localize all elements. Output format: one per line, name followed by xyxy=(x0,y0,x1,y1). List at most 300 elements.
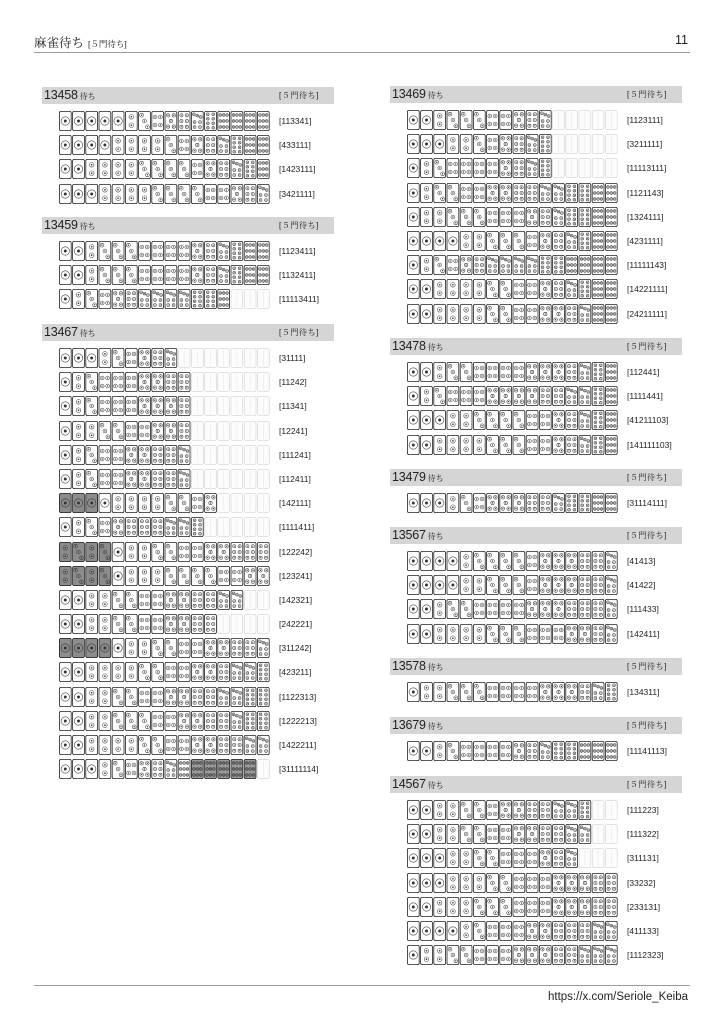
tile xyxy=(526,304,538,323)
tile xyxy=(447,800,459,819)
hand-row xyxy=(42,371,334,395)
tile xyxy=(473,600,485,619)
tile xyxy=(566,576,578,595)
tile xyxy=(579,741,591,760)
tile xyxy=(421,110,433,129)
tile-outline xyxy=(605,135,617,154)
tile xyxy=(407,207,419,226)
tile xyxy=(421,551,433,570)
tile xyxy=(139,111,151,130)
tile xyxy=(526,207,538,226)
tile xyxy=(178,711,190,730)
tile xyxy=(579,183,591,202)
tile xyxy=(73,542,85,561)
tile xyxy=(460,135,472,154)
tile xyxy=(112,735,124,754)
tile xyxy=(99,518,111,537)
tile xyxy=(434,873,446,892)
tile xyxy=(460,280,472,299)
tile-outline xyxy=(191,348,203,367)
hand-code: [1112323] xyxy=(627,950,664,961)
tile xyxy=(112,614,124,633)
tile xyxy=(407,362,419,381)
tile xyxy=(526,600,538,619)
tile xyxy=(421,304,433,323)
tile xyxy=(473,849,485,868)
tile xyxy=(592,207,604,226)
tile xyxy=(152,735,164,754)
wait-section xyxy=(42,217,334,313)
tile xyxy=(460,231,472,250)
tile xyxy=(73,421,85,440)
tile xyxy=(553,435,565,454)
tile-outline xyxy=(244,494,256,513)
tile xyxy=(99,639,111,658)
tile xyxy=(500,231,512,250)
tile xyxy=(125,566,137,585)
tile xyxy=(99,184,111,203)
tile xyxy=(460,624,472,643)
tile xyxy=(191,542,203,561)
section-wait-label: [５門待ち] xyxy=(627,531,668,540)
tile xyxy=(73,266,85,285)
tile xyxy=(152,373,164,392)
tile xyxy=(539,207,551,226)
tile xyxy=(407,600,419,619)
tile xyxy=(579,800,591,819)
tile xyxy=(553,873,565,892)
section-wait-label: [５門待ち] xyxy=(279,221,320,230)
tile xyxy=(73,760,85,779)
tile xyxy=(139,663,151,682)
section-title: 13578 待ち xyxy=(392,659,444,673)
tile xyxy=(99,290,111,309)
tile xyxy=(99,421,111,440)
hand-row xyxy=(42,183,334,207)
tile xyxy=(447,600,459,619)
tile xyxy=(257,111,269,130)
tile xyxy=(553,231,565,250)
tile xyxy=(513,576,525,595)
tile xyxy=(513,411,525,430)
tile xyxy=(500,897,512,916)
tile xyxy=(539,897,551,916)
tile xyxy=(59,290,71,309)
tile xyxy=(487,493,499,512)
tile xyxy=(447,207,459,226)
hand-row xyxy=(390,409,682,433)
tile xyxy=(112,266,124,285)
tile-hand xyxy=(407,873,618,893)
tile xyxy=(59,184,71,203)
tile xyxy=(592,304,604,323)
section-title: 14567 待ち xyxy=(392,777,444,791)
tile xyxy=(139,160,151,179)
tile xyxy=(592,362,604,381)
tile xyxy=(152,566,164,585)
hand-code: [142411] xyxy=(627,628,660,639)
tile xyxy=(178,469,190,488)
tile xyxy=(592,551,604,570)
tile-outline xyxy=(257,348,269,367)
tile xyxy=(513,741,525,760)
hand-code: [1122313] xyxy=(279,691,317,702)
tile xyxy=(526,110,538,129)
tile xyxy=(460,682,472,701)
tile xyxy=(539,946,551,965)
tile xyxy=(73,348,85,367)
tile xyxy=(178,290,190,309)
tile xyxy=(99,266,111,285)
tile xyxy=(99,542,111,561)
tile xyxy=(112,469,124,488)
tile xyxy=(152,639,164,658)
hand-row xyxy=(42,613,334,637)
tile xyxy=(566,493,578,512)
tile xyxy=(152,469,164,488)
tile xyxy=(447,873,459,892)
tile xyxy=(59,111,71,130)
hand-code: [12241] xyxy=(279,425,308,436)
section-title-suffix: 待ち xyxy=(79,222,96,231)
tile xyxy=(487,576,499,595)
tile xyxy=(165,445,177,464)
tile-hand xyxy=(407,551,618,571)
tile xyxy=(165,266,177,285)
footer-divider xyxy=(34,985,690,986)
tile xyxy=(165,469,177,488)
tile xyxy=(191,290,203,309)
tile xyxy=(553,183,565,202)
tile xyxy=(513,600,525,619)
tile xyxy=(460,849,472,868)
tile-hand xyxy=(407,435,618,455)
section-header xyxy=(42,324,334,341)
tile xyxy=(218,184,230,203)
tile xyxy=(86,348,98,367)
tile-outline xyxy=(257,373,269,392)
hand-row xyxy=(42,661,334,685)
tile xyxy=(86,614,98,633)
tile-outline xyxy=(257,290,269,309)
hand-code: [111433] xyxy=(627,604,659,615)
tile xyxy=(165,136,177,155)
tile-hand xyxy=(59,687,270,707)
tile-hand xyxy=(59,662,270,682)
tile xyxy=(460,387,472,406)
tile xyxy=(434,946,446,965)
tile xyxy=(579,921,591,940)
tile xyxy=(460,159,472,178)
hand-code: [311242] xyxy=(279,643,312,654)
tile xyxy=(447,362,459,381)
tile xyxy=(231,663,243,682)
tile xyxy=(513,231,525,250)
tile-outline xyxy=(257,518,269,537)
hand-code: [433111] xyxy=(279,140,311,151)
tile xyxy=(579,576,591,595)
hand-code: [142111] xyxy=(279,498,311,509)
hand-code: [111322] xyxy=(627,829,659,840)
tile xyxy=(473,435,485,454)
tile xyxy=(473,551,485,570)
hand-code: [112441] xyxy=(627,367,660,377)
tile xyxy=(165,760,177,779)
tile xyxy=(165,566,177,585)
hand-code: [1422211] xyxy=(279,740,317,750)
tile xyxy=(112,760,124,779)
tile xyxy=(447,435,459,454)
tile xyxy=(152,111,164,130)
tile xyxy=(139,136,151,155)
hand-code: [11113111] xyxy=(627,163,667,174)
tile xyxy=(434,362,446,381)
section-header xyxy=(390,469,682,486)
hand-code: [11113411] xyxy=(279,294,320,305)
hand-row xyxy=(42,110,334,134)
tile xyxy=(125,266,137,285)
tile xyxy=(112,397,124,416)
tile xyxy=(205,566,217,585)
tile xyxy=(73,518,85,537)
tile xyxy=(513,110,525,129)
tile xyxy=(231,136,243,155)
hand-code: [134311] xyxy=(627,687,660,697)
tile-hand xyxy=(407,945,618,965)
tile xyxy=(539,411,551,430)
tile xyxy=(579,362,591,381)
tile-hand xyxy=(59,614,270,634)
section-title-suffix: 待ち xyxy=(427,91,444,100)
tile xyxy=(421,280,433,299)
tile xyxy=(125,663,137,682)
tile xyxy=(86,266,98,285)
hand-row xyxy=(42,347,334,371)
tile xyxy=(553,682,565,701)
tile xyxy=(513,873,525,892)
tile xyxy=(473,825,485,844)
tile xyxy=(125,590,137,609)
tile xyxy=(473,387,485,406)
tile xyxy=(152,421,164,440)
tile xyxy=(500,682,512,701)
tile xyxy=(500,256,512,275)
tile-outline xyxy=(257,445,269,464)
tile xyxy=(579,387,591,406)
tile-outline xyxy=(218,373,230,392)
hand-code: [3211111] xyxy=(627,139,663,150)
tile xyxy=(487,800,499,819)
tile xyxy=(553,576,565,595)
tile xyxy=(605,741,617,760)
tile xyxy=(99,590,111,609)
tile xyxy=(178,542,190,561)
tile xyxy=(460,825,472,844)
tile xyxy=(231,241,243,260)
tile xyxy=(566,946,578,965)
tile xyxy=(59,614,71,633)
tile-outline xyxy=(257,590,269,609)
tile xyxy=(165,711,177,730)
tile xyxy=(500,576,512,595)
tile xyxy=(487,435,499,454)
tile xyxy=(434,183,446,202)
tile xyxy=(99,160,111,179)
tile-outline xyxy=(553,110,565,129)
tile-outline xyxy=(244,445,256,464)
tile xyxy=(139,421,151,440)
tile xyxy=(579,493,591,512)
hand-code: [1123411] xyxy=(279,246,316,256)
tile xyxy=(191,711,203,730)
tile-hand xyxy=(59,445,270,465)
tile xyxy=(244,266,256,285)
tile xyxy=(447,110,459,129)
tile-hand xyxy=(407,682,618,702)
tile xyxy=(205,160,217,179)
tile xyxy=(231,160,243,179)
hand-row xyxy=(42,734,334,758)
hand-code: [31114111] xyxy=(627,498,668,508)
tile xyxy=(566,304,578,323)
tile xyxy=(605,493,617,512)
tile xyxy=(500,280,512,299)
tile xyxy=(579,280,591,299)
tile xyxy=(487,256,499,275)
tile xyxy=(178,639,190,658)
tile-hand xyxy=(59,265,270,285)
hand-row xyxy=(390,182,682,206)
tile xyxy=(59,348,71,367)
section-wait-label: [５門待ち] xyxy=(627,662,668,671)
hand-row xyxy=(42,516,334,540)
tile xyxy=(566,551,578,570)
tile xyxy=(592,897,604,916)
tile xyxy=(178,373,190,392)
tile xyxy=(553,256,565,275)
hand-code: [11141113] xyxy=(627,746,668,756)
tile-outline xyxy=(205,445,217,464)
tile xyxy=(218,266,230,285)
hand-row xyxy=(42,758,334,782)
tile-outline xyxy=(257,494,269,513)
hand-row xyxy=(390,847,682,871)
tile xyxy=(218,111,230,130)
tile xyxy=(526,362,538,381)
tile xyxy=(539,800,551,819)
wait-section xyxy=(390,527,682,647)
tile xyxy=(487,411,499,430)
tile-hand xyxy=(59,184,270,204)
tile xyxy=(86,494,98,513)
tile xyxy=(473,231,485,250)
tile xyxy=(553,411,565,430)
tile xyxy=(99,687,111,706)
tile xyxy=(539,435,551,454)
hand-row xyxy=(390,920,682,944)
tile-hand xyxy=(59,638,270,658)
tile xyxy=(592,493,604,512)
tile-outline xyxy=(205,518,217,537)
tile xyxy=(73,469,85,488)
tile-hand xyxy=(59,159,270,179)
hand-code: [14221111] xyxy=(627,284,668,295)
hand-row xyxy=(390,254,682,278)
tile xyxy=(487,135,499,154)
tile xyxy=(73,614,85,633)
tile xyxy=(487,921,499,940)
tile xyxy=(526,946,538,965)
tile xyxy=(205,184,217,203)
tile xyxy=(539,159,551,178)
hand-row xyxy=(390,550,682,574)
section-title: 13467 待ち xyxy=(44,325,96,339)
tile xyxy=(513,849,525,868)
hand-row xyxy=(390,799,682,823)
tile xyxy=(231,590,243,609)
tile xyxy=(257,687,269,706)
tile-outline xyxy=(231,445,243,464)
tile xyxy=(73,290,85,309)
tile-outline xyxy=(553,159,565,178)
tile xyxy=(73,241,85,260)
hand-code: [41422] xyxy=(627,580,656,591)
hand-row xyxy=(42,395,334,419)
section-header xyxy=(390,86,682,103)
tile-outline xyxy=(218,445,230,464)
tile-outline xyxy=(244,397,256,416)
tile xyxy=(191,160,203,179)
tile xyxy=(473,921,485,940)
tile xyxy=(125,639,137,658)
tile xyxy=(487,682,499,701)
tile-hand xyxy=(407,624,618,644)
hand-row xyxy=(390,740,682,764)
tile xyxy=(152,136,164,155)
tile xyxy=(447,921,459,940)
tile xyxy=(421,256,433,275)
tile xyxy=(539,551,551,570)
tile xyxy=(434,600,446,619)
tile xyxy=(59,735,71,754)
tile xyxy=(526,280,538,299)
tile xyxy=(205,290,217,309)
tile xyxy=(407,135,419,154)
section-wait-label: [５門待ち] xyxy=(627,721,668,730)
tile-hand xyxy=(407,362,618,382)
section-title: 13458 待ち xyxy=(44,88,96,102)
tile xyxy=(99,136,111,155)
tile xyxy=(112,639,124,658)
tile-outline xyxy=(257,760,269,779)
tile xyxy=(434,110,446,129)
tile-outline xyxy=(231,421,243,440)
tile-outline xyxy=(205,421,217,440)
tile xyxy=(86,590,98,609)
tile-outline xyxy=(191,445,203,464)
tile xyxy=(152,290,164,309)
hand-row xyxy=(390,872,682,896)
hand-row xyxy=(42,158,334,182)
tile xyxy=(500,387,512,406)
tile xyxy=(566,387,578,406)
tile xyxy=(205,687,217,706)
tile xyxy=(473,946,485,965)
tile-outline xyxy=(205,469,217,488)
wait-section xyxy=(390,338,682,458)
tile xyxy=(112,348,124,367)
tile-outline xyxy=(566,110,578,129)
